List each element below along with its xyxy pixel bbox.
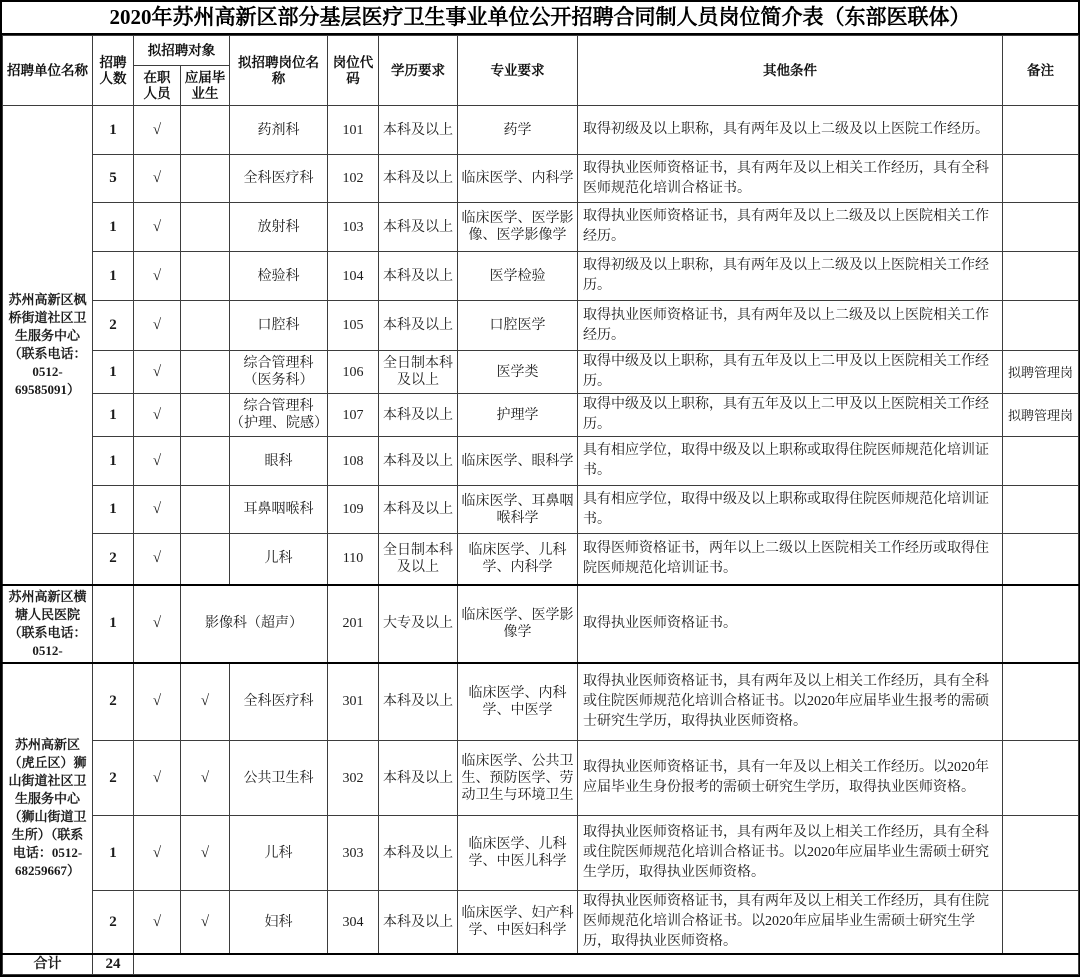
cell-other: 取得中级及以上职称，具有五年及以上二甲及以上医院相关工作经历。	[578, 394, 1003, 437]
cell-education: 本科及以上	[379, 816, 458, 891]
cell-fresh-grad-check: √	[181, 816, 230, 891]
total-row	[3, 954, 1079, 975]
cell-remark	[1003, 301, 1079, 351]
cell-count: 1	[93, 437, 134, 486]
cell-position: 儿科	[230, 816, 328, 891]
cell-position: 耳鼻咽喉科	[230, 486, 328, 534]
cell-fresh-grad-check	[181, 351, 230, 394]
cell-in-service-check: √	[134, 585, 181, 663]
header-education: 学历要求	[379, 36, 458, 106]
header-position: 拟招聘岗位名称	[230, 36, 328, 106]
cell-in-service-check: √	[134, 155, 181, 203]
cell-education: 全日制本科及以上	[379, 534, 458, 585]
cell-in-service-check: √	[134, 891, 181, 955]
cell-fresh-grad-check	[181, 155, 230, 203]
cell-code: 301	[328, 663, 379, 741]
cell-education: 本科及以上	[379, 155, 458, 203]
header-count: 招聘人数	[93, 36, 134, 106]
cell-code: 106	[328, 351, 379, 394]
cell-remark	[1003, 486, 1079, 534]
table-row	[3, 741, 1079, 816]
cell-education: 本科及以上	[379, 437, 458, 486]
unit-name-cell: 苏州高新区枫桥街道社区卫生服务中心（联系电话：0512-69585091）	[3, 106, 93, 585]
cell-position: 影像科（超声）	[181, 585, 328, 663]
cell-remark	[1003, 252, 1079, 301]
cell-major: 临床医学、眼科学	[458, 437, 578, 486]
header-unit: 招聘单位名称	[3, 36, 93, 106]
cell-count: 1	[93, 585, 134, 663]
unit-name-cell: 苏州高新区（虎丘区）狮山街道社区卫生服务中心（狮山街道卫生所）（联系电话：0512-68259667）	[3, 663, 93, 955]
cell-education: 本科及以上	[379, 891, 458, 955]
cell-count: 2	[93, 741, 134, 816]
cell-position: 眼科	[230, 437, 328, 486]
cell-education: 本科及以上	[379, 394, 458, 437]
cell-position: 综合管理科（医务科）	[230, 351, 328, 394]
cell-fresh-grad-check	[181, 394, 230, 437]
table-row	[3, 486, 1079, 534]
table-row	[3, 816, 1079, 891]
cell-major: 护理学	[458, 394, 578, 437]
cell-other: 取得初级及以上职称，具有两年及以上二级及以上医院相关工作经历。	[578, 252, 1003, 301]
cell-code: 304	[328, 891, 379, 955]
page-title: 2020年苏州高新区部分基层医疗卫生事业单位公开招聘合同制人员岗位简介表（东部医联体）	[2, 2, 1078, 35]
cell-code: 302	[328, 741, 379, 816]
cell-other: 取得中级及以上职称，具有五年及以上二甲及以上医院相关工作经历。	[578, 351, 1003, 394]
cell-count: 1	[93, 486, 134, 534]
cell-remark: 拟聘管理岗	[1003, 351, 1079, 394]
cell-remark	[1003, 534, 1079, 585]
cell-remark	[1003, 663, 1079, 741]
cell-major: 临床医学、儿科学、内科学	[458, 534, 578, 585]
cell-other: 取得执业医师资格证书，具有两年及以上相关工作经历，具有全科或住院医师规范化培训合格证书。以2020年应届毕业生需硕士研究生学历，取得执业医师资格。	[578, 816, 1003, 891]
cell-in-service-check: √	[134, 741, 181, 816]
cell-code: 103	[328, 203, 379, 252]
cell-major: 医学类	[458, 351, 578, 394]
cell-fresh-grad-check: √	[181, 891, 230, 955]
cell-other: 取得医师资格证书，两年以上二级以上医院相关工作经历或取得住院医师规范化培训证书。	[578, 534, 1003, 585]
cell-code: 110	[328, 534, 379, 585]
cell-fresh-grad-check	[181, 106, 230, 155]
cell-major: 医学检验	[458, 252, 578, 301]
cell-remark	[1003, 203, 1079, 252]
cell-position	[230, 394, 328, 437]
cell-code: 101	[328, 106, 379, 155]
cell-code: 105	[328, 301, 379, 351]
cell-in-service-check: √	[134, 106, 181, 155]
cell-code: 104	[328, 252, 379, 301]
cell-position-text: 综合管理科（护理、院感）	[230, 399, 328, 431]
cell-major: 临床医学、儿科学、中医儿科学	[458, 816, 578, 891]
cell-other: 取得执业医师资格证书，具有一年及以上相关工作经历。以2020年应届毕业生身份报考的需硕士研究生学历，取得执业医师资格。	[578, 741, 1003, 816]
cell-in-service-check: √	[134, 663, 181, 741]
cell-education: 本科及以上	[379, 106, 458, 155]
cell-education: 本科及以上	[379, 252, 458, 301]
cell-education: 全日制本科及以上	[379, 351, 458, 394]
cell-count: 2	[93, 301, 134, 351]
cell-education: 本科及以上	[379, 741, 458, 816]
header-in-service: 在职人员	[134, 66, 181, 106]
cell-other: 具有相应学位，取得中级及以上职称或取得住院医师规范化培训证书。	[578, 486, 1003, 534]
cell-fresh-grad-check	[181, 534, 230, 585]
cell-education: 本科及以上	[379, 203, 458, 252]
cell-remark	[1003, 816, 1079, 891]
cell-position: 全科医疗科	[230, 663, 328, 741]
header-fresh-grad: 应届毕业生	[181, 66, 230, 106]
cell-remark	[1003, 437, 1079, 486]
cell-in-service-check: √	[134, 534, 181, 585]
cell-remark	[1003, 891, 1079, 955]
header-other: 其他条件	[578, 36, 1003, 106]
table-row	[3, 106, 1079, 155]
cell-major: 口腔医学	[458, 301, 578, 351]
cell-fresh-grad-check	[181, 203, 230, 252]
cell-count: 1	[93, 203, 134, 252]
table-row	[3, 301, 1079, 351]
cell-count: 1	[93, 351, 134, 394]
cell-position: 放射科	[230, 203, 328, 252]
cell-education: 本科及以上	[379, 663, 458, 741]
header-code: 岗位代码	[328, 36, 379, 106]
cell-position: 口腔科	[230, 301, 328, 351]
cell-in-service-check: √	[134, 351, 181, 394]
cell-in-service-check: √	[134, 203, 181, 252]
cell-code: 108	[328, 437, 379, 486]
cell-in-service-check: √	[134, 394, 181, 437]
cell-position: 公共卫生科	[230, 741, 328, 816]
cell-count: 2	[93, 891, 134, 955]
header-row-1	[3, 36, 1079, 66]
cell-fresh-grad-check	[181, 437, 230, 486]
cell-code: 107	[328, 394, 379, 437]
cell-education: 大专及以上	[379, 585, 458, 663]
cell-major: 临床医学、内科学	[458, 155, 578, 203]
table-row	[3, 891, 1079, 955]
cell-count: 1	[93, 106, 134, 155]
table-row	[3, 437, 1079, 486]
table-row	[3, 663, 1079, 741]
cell-position: 检验科	[230, 252, 328, 301]
cell-remark	[1003, 585, 1079, 663]
header-major: 专业要求	[458, 36, 578, 106]
cell-in-service-check: √	[134, 437, 181, 486]
cell-major: 临床医学、妇产科学、中医妇科学	[458, 891, 578, 955]
header-remark: 备注	[1003, 36, 1079, 106]
cell-education: 本科及以上	[379, 486, 458, 534]
table-row	[3, 252, 1079, 301]
cell-remark: 拟聘管理岗	[1003, 394, 1079, 437]
cell-count: 1	[93, 394, 134, 437]
cell-other: 取得执业医师资格证书，具有两年及以上二级及以上医院相关工作经历。	[578, 301, 1003, 351]
cell-major: 临床医学、耳鼻咽喉科学	[458, 486, 578, 534]
cell-other: 取得执业医师资格证书。	[578, 585, 1003, 663]
cell-major: 临床医学、医学影像、医学影像学	[458, 203, 578, 252]
cell-major: 临床医学、内科学、中医学	[458, 663, 578, 741]
cell-fresh-grad-check: √	[181, 663, 230, 741]
job-table	[2, 35, 1079, 975]
table-row	[3, 155, 1079, 203]
cell-education: 本科及以上	[379, 301, 458, 351]
cell-in-service-check: √	[134, 252, 181, 301]
cell-count: 5	[93, 155, 134, 203]
cell-other: 取得初级及以上职称，具有两年及以上二级及以上医院工作经历。	[578, 106, 1003, 155]
cell-major: 临床医学、医学影像学	[458, 585, 578, 663]
cell-position: 妇科	[230, 891, 328, 955]
cell-count: 1	[93, 252, 134, 301]
cell-remark	[1003, 741, 1079, 816]
cell-other: 取得执业医师资格证书，具有两年及以上相关工作经历，具有全科医师规范化培训合格证书。	[578, 155, 1003, 203]
cell-code: 201	[328, 585, 379, 663]
total-empty-cell	[134, 954, 1079, 975]
cell-other: 取得执业医师资格证书，具有两年及以上相关工作经历，具有全科或住院医师规范化培训合格证书。以2020年应届毕业生报考的需硕士研究生学历，取得执业医师资格。	[578, 663, 1003, 741]
total-count: 24	[93, 954, 134, 975]
cell-remark	[1003, 106, 1079, 155]
table-row	[3, 534, 1079, 585]
cell-other: 具有相应学位，取得中级及以上职称或取得住院医师规范化培训证书。	[578, 437, 1003, 486]
cell-position: 全科医疗科	[230, 155, 328, 203]
cell-in-service-check: √	[134, 486, 181, 534]
table-row	[3, 394, 1079, 437]
cell-major: 药学	[458, 106, 578, 155]
cell-major: 临床医学、公共卫生、预防医学、劳动卫生与环境卫生	[458, 741, 578, 816]
unit-name-cell: 苏州高新区横塘人民医院（联系电话：0512-	[3, 585, 93, 663]
cell-remark	[1003, 155, 1079, 203]
cell-count: 1	[93, 816, 134, 891]
cell-other: 取得执业医师资格证书，具有两年及以上相关工作经历，具有住院医师规范化培训合格证书。以2020年应届毕业生需硕士研究生学历，取得执业医师资格。	[578, 891, 1003, 955]
cell-in-service-check: √	[134, 301, 181, 351]
table-row	[3, 203, 1079, 252]
cell-fresh-grad-check: √	[181, 741, 230, 816]
cell-position: 药剂科	[230, 106, 328, 155]
cell-fresh-grad-check	[181, 252, 230, 301]
header-target-group: 拟招聘对象	[134, 36, 230, 66]
table-row	[3, 351, 1079, 394]
cell-in-service-check: √	[134, 816, 181, 891]
total-label: 合计	[3, 954, 93, 975]
cell-count: 2	[93, 663, 134, 741]
cell-fresh-grad-check	[181, 486, 230, 534]
cell-position: 儿科	[230, 534, 328, 585]
cell-count: 2	[93, 534, 134, 585]
cell-fresh-grad-check	[181, 301, 230, 351]
cell-code: 303	[328, 816, 379, 891]
cell-other: 取得执业医师资格证书，具有两年及以上二级及以上医院相关工作经历。	[578, 203, 1003, 252]
table-row	[3, 585, 1079, 663]
cell-code: 109	[328, 486, 379, 534]
cell-code: 102	[328, 155, 379, 203]
